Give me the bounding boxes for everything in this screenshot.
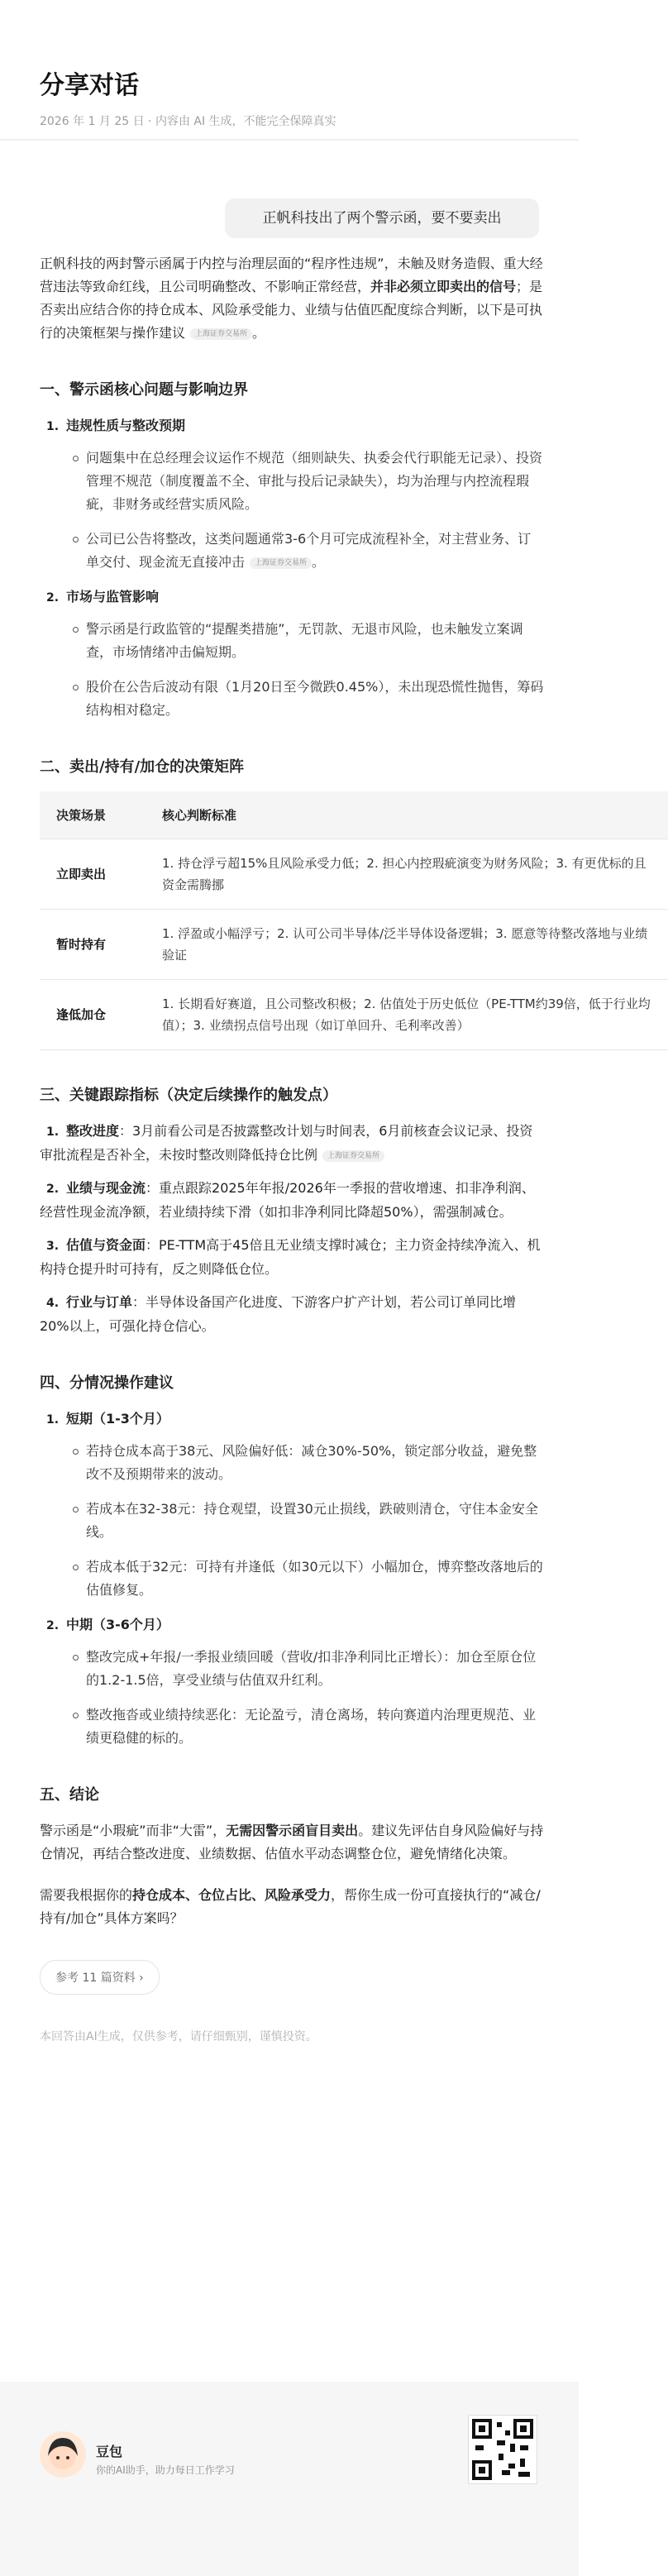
indicator-item (40, 1234, 544, 1281)
references-label: 参考 11 篇资料 (55, 1971, 136, 1985)
indicator-text: ：重点跟踪2025年年报/2026年一季报的营收增速、扣非净利润、经营性现金流净额，若业绩持续下滑（如扣非净利同比降超50%），需强制减仓。 (40, 1180, 535, 1220)
table-cell-criteria: 1. 浮盈或小幅浮亏；2. 认可公司半导体/泛半导体设备逻辑；3. 愿意等待整改落地与业绩验证 (146, 910, 668, 980)
conclusion-paragraph (40, 1819, 544, 1866)
indicator-item (40, 1120, 544, 1167)
indicator-text: ：半导体设备国产化进度、下游客户扩产计划，若公司订单同比增20%以上，可强化持仓信心。 (40, 1294, 517, 1334)
page-subtitle: 2026 年 1 月 25 日 · 内容由 AI 生成，不能完全保障真实 (40, 115, 336, 128)
indicator-label: 估值与资金面 (66, 1237, 146, 1253)
item-head: 违规性质与整改预期 (66, 418, 186, 433)
intro-text-b: ；是否卖出应结合你的持仓成本、风险承受能力、业绩与估值匹配度综合判断，以下是可执行的决策框架与操作建议 (40, 279, 543, 341)
table-row (40, 839, 668, 910)
section4-title: 四、分情况操作建议 (40, 1374, 174, 1392)
qr-code-icon (468, 2415, 537, 2484)
decision-table (40, 791, 668, 1050)
page-title: 分享对话 (40, 71, 139, 100)
avatar (40, 2431, 86, 2478)
table-row (40, 980, 668, 1050)
bullet-item: 若成本低于32元：可持有并逢低（如30元以下）小幅加仓，博弈整改落地后的估值修复。 (86, 1556, 544, 1602)
question-bold: 持仓成本、仓位占比、风险承受力 (132, 1887, 332, 1903)
indicator-text: ：3月前看公司是否披露整改计划与时间表，6月前核查会议记录、投资审批流程是否补全，未按时整改则降低持仓比例 (40, 1123, 533, 1163)
bullet-item: 若成本在32-38元：持仓观望，设置30元止损线，跌破则清仓，守住本金安全线。 (86, 1498, 544, 1544)
table-cell-scene: 立即卖出 (40, 839, 146, 910)
item-head: 市场与监管影响 (66, 589, 160, 605)
decision-table-wrap[interactable] (40, 791, 651, 1050)
item-number: 4. (46, 1297, 60, 1310)
section5-title: 五、结论 (40, 1786, 99, 1804)
indicator-item (40, 1177, 544, 1224)
citation-badge[interactable]: 上海证券交易所 (322, 1150, 384, 1162)
bullet-text: 警示函是行政监管的“提醒类措施”，无罚款、无退市风险，也未触发立案调查，市场情绪冲击偏短期。 (86, 621, 523, 660)
item-number: 1. (46, 1126, 60, 1139)
ai-disclaimer: 本回答由AI生成，仅供参考，请仔细甄别，谨慎投资。 (40, 2030, 317, 2043)
citation-badge[interactable]: 上海证券交易所 (250, 557, 312, 569)
bullet-item (86, 447, 544, 516)
bullet-item: 整改完成+年报/一季报业绩回暖（营收/扣非净利同比正增长）：加仓至原仓位的1.2-1.5倍，享受业绩与估值双升红利。 (86, 1646, 544, 1692)
section2-title: 二、卖出/持有/加仓的决策矩阵 (40, 758, 245, 776)
question-text-b: ，帮你生成一份可直接执行的“减仓/持有/加仓”具体方案吗？ (40, 1887, 541, 1926)
footer (0, 2382, 579, 2576)
section1-item (40, 414, 544, 574)
section1-item (40, 585, 544, 722)
table-cell-criteria: 1. 长期看好赛道，且公司整改积极；2. 估值处于历史低位（PE-TTM约39倍，低于行业均值）；3. 业绩拐点信号出现（如订单回升、毛利率改善） (146, 980, 668, 1050)
avatar-icon (40, 2431, 86, 2478)
bot-name: 豆包 (96, 2444, 123, 2459)
item-head: 中期（3-6个月） (66, 1617, 169, 1632)
item-number: 2. (46, 591, 60, 605)
section3-title: 三、关键跟踪指标（决定后续操作的触发点） (40, 1087, 337, 1104)
advice-item (40, 1407, 544, 1602)
bullet-text: 股价在公告后波动有限（1月20日至今微跌0.45%），未出现恐慌性抛售，筹码结构相对稳定。 (86, 679, 544, 718)
item-number: 2. (46, 1619, 60, 1632)
indicator-label: 整改进度 (66, 1123, 120, 1139)
indicator-text: ：PE-TTM高于45倍且无业绩支撑时减仓；主力资金持续净流入、机构持仓提升时可持有，反之则降低仓位。 (40, 1237, 541, 1277)
conclusion-text-b: 。建议先评估自身风险偏好与持仓情况，再结合整改进度、业绩数据、估值水平动态调整仓位，避免情绪化决策。 (40, 1823, 544, 1862)
header (40, 65, 539, 129)
section1-title: 一、警示函核心问题与影响边界 (40, 381, 248, 399)
item-number: 2. (46, 1183, 60, 1196)
bullet-item (86, 618, 544, 664)
chevron-right-icon: › (139, 1971, 144, 1985)
conclusion-bold: 无需因警示函盲目卖出 (226, 1823, 359, 1838)
bot-description: 你的AI助手，助力每日工作学习 (96, 2464, 235, 2476)
table-header: 核心判断标准 (146, 791, 668, 839)
user-message-bubble: 正帆科技出了两个警示函，要不要卖出 (225, 198, 539, 238)
bullet-item: 若持仓成本高于38元、风险偏好低：减仓30%-50%，锁定部分收益，避免整改不及预期带来的波动。 (86, 1440, 544, 1486)
table-cell-criteria: 1. 持仓浮亏超15%且风险承受力低；2. 担心内控瑕疵演变为财务风险；3. 有更优标的且资金需腾挪 (146, 839, 668, 910)
item-number: 3. (46, 1240, 60, 1253)
header-divider (0, 139, 579, 141)
followup-question (40, 1884, 544, 1930)
bullet-item: 公司已公告将整改，这类问题通常3-6个月可完成流程补全，对主营业务、订单交付、现金流无直接冲击 上海证券交易所 。 (86, 528, 544, 574)
table-cell-scene: 暂时持有 (40, 910, 146, 980)
item-head: 短期（1-3个月） (66, 1411, 169, 1427)
table-header: 决策场景 (40, 791, 146, 839)
intro-paragraph: 正帆科技的两封警示函属于内控与治理层面的“程序性违规”，未触及财务造假、重大经营违法等致命红线，且公司明确整改、不影响正常经营，并非必须立即卖出的信号；是否卖出应结合你的持仓成本、风险承受能力、业绩与估值匹配度综合判断，以下是可执行的决策框架与操作建议 上海证券交易所 。 (40, 256, 543, 341)
bullet-item: 整改拖沓或业绩持续恶化：无论盈亏，清仓离场，转向赛道内治理更规范、业绩更稳健的标的。 (86, 1704, 544, 1750)
citation-badge[interactable]: 上海证券交易所 (190, 328, 252, 340)
item-number: 1. (46, 420, 60, 433)
question-text-a: 需要我根据你的 (40, 1887, 133, 1903)
bullet-text: 问题集中在总经理会议运作不规范（细则缺失、执委会代行职能无记录）、投资管理不规范（制度覆盖不全、审批与投后记录缺失），均为治理与内控流程瑕疵，非财务或经营实质风险。 (86, 450, 543, 512)
table-row (40, 910, 668, 980)
item-number: 1. (46, 1413, 60, 1427)
intro-bold: 并非必须立即卖出的信号 (370, 279, 517, 294)
indicator-label: 行业与订单 (66, 1294, 133, 1310)
bullet-text: 公司已公告将整改，这类问题通常3-6个月可完成流程补全，对主营业务、订单交付、现金流无直接冲击 (86, 531, 532, 570)
answer-content (40, 252, 651, 2044)
table-cell-scene: 逢低加仓 (40, 980, 146, 1050)
intro-text-a: 正帆科技的两封警示函属于内控与治理层面的“程序性违规”，未触及财务造假、重大经营违法等致命红线，且公司明确整改、不影响正常经营， (40, 256, 543, 294)
conclusion-text-a: 警示函是“小瑕疵”而非“大雷”， (40, 1823, 227, 1838)
indicator-label: 业绩与现金流 (66, 1180, 146, 1196)
bullet-item (86, 676, 544, 722)
references-button[interactable] (40, 1960, 160, 1995)
indicator-item (40, 1291, 544, 1338)
advice-item (40, 1613, 544, 1750)
